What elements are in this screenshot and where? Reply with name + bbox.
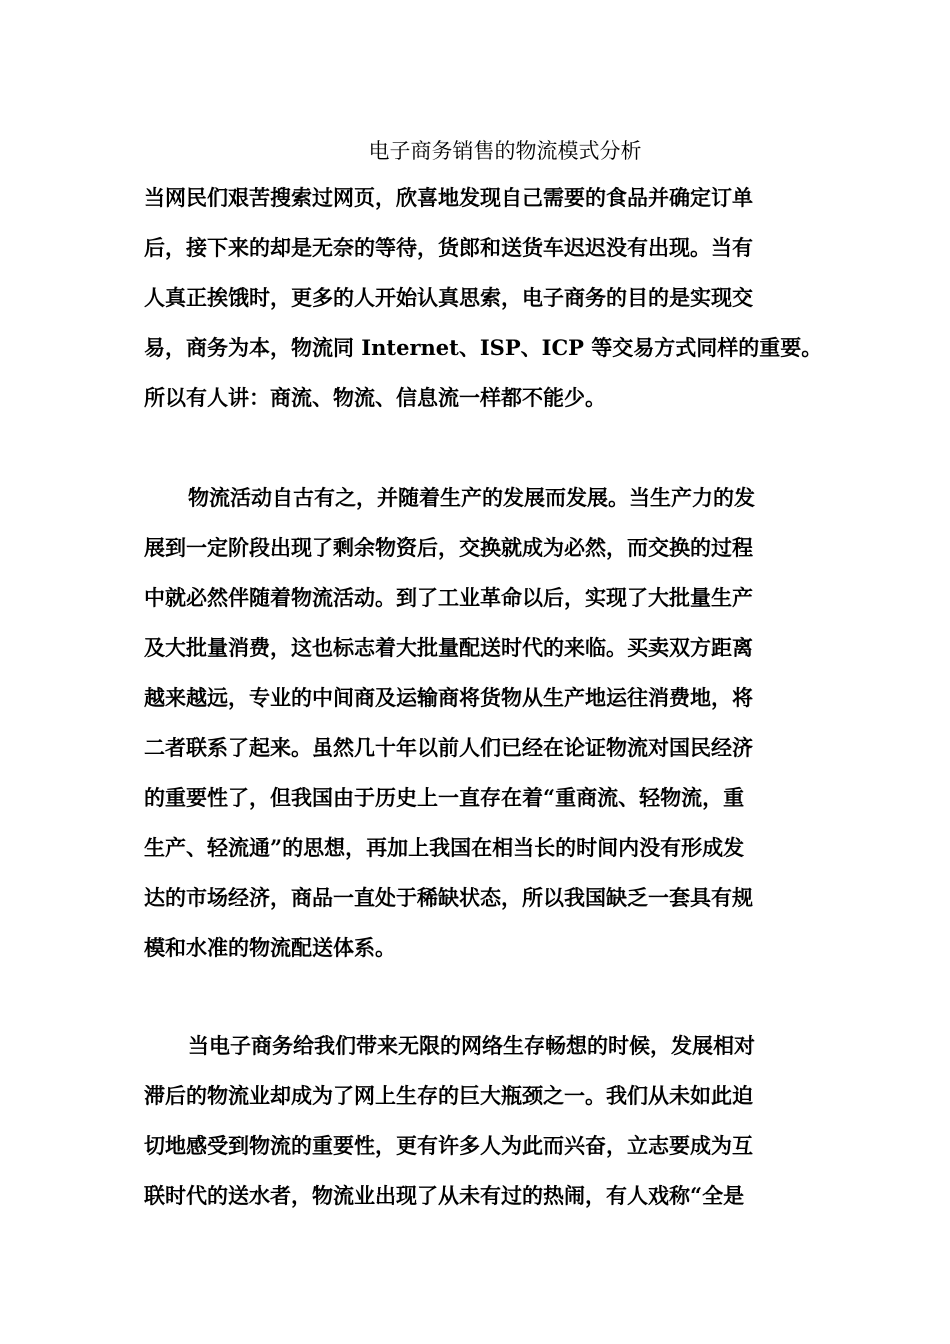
text-line: 及大批量消费，这也标志着大批量配送时代的来临。买卖双方距离 <box>144 635 753 660</box>
document-title: 电子商务销售的物流模式分析 <box>368 139 642 163</box>
text-line: 后，接下来的却是无奈的等待，货郎和送货车迟迟没有出现。当有 <box>144 235 753 260</box>
paragraph-history <box>144 473 864 973</box>
paragraph-ecommerce <box>144 1021 864 1221</box>
text-line: 二者联系了起来。虽然几十年以前人们已经在论证物流对国民经济 <box>144 735 753 760</box>
text-line: 生产、轻流通”的思想，再加上我国在相当长的时间内没有形成发 <box>144 835 745 860</box>
text-line: 模和水准的物流配送体系。 <box>144 935 396 960</box>
text-line: 所以有人讲：商流、物流、信息流一样都不能少。 <box>144 385 606 410</box>
text-line: 达的市场经济，商品一直处于稀缺状态，所以我国缺乏一套具有规 <box>144 885 753 910</box>
text-line: 人真正挨饿时，更多的人开始认真思索，电子商务的目的是实现交 <box>144 285 753 310</box>
text-line: 中就必然伴随着物流活动。到了工业革命以后，实现了大批量生产 <box>144 585 753 610</box>
text-line: 当电子商务给我们带来无限的网络生存畅想的时候，发展相对 <box>188 1033 755 1058</box>
text-line: 物流活动自古有之，并随着生产的发展而发展。当生产力的发 <box>188 485 755 510</box>
text-line: 滞后的物流业却成为了网上生存的巨大瓶颈之一。我们从未如此迫 <box>144 1083 753 1108</box>
paragraph-intro <box>144 173 864 423</box>
text-line: 展到一定阶段出现了剩余物资后，交换就成为必然，而交换的过程 <box>144 535 753 560</box>
text-line: 切地感受到物流的重要性，更有许多人为此而兴奋，立志要成为互 <box>144 1133 753 1158</box>
text-line: 易，商务为本，物流同 Internet、ISP、ICP 等交易方式同样的重要。 <box>144 335 823 360</box>
text-line: 当网民们艰苦搜索过网页，欣喜地发现自己需要的食品并确定订单 <box>144 185 753 210</box>
text-line: 越来越远，专业的中间商及运输商将货物从生产地运往消费地，将 <box>144 685 753 710</box>
text-line: 联时代的送水者，物流业出现了从未有过的热闹，有人戏称“全是 <box>144 1183 745 1208</box>
text-line: 的重要性了，但我国由于历史上一直存在着“重商流、轻物流，重 <box>144 785 745 810</box>
